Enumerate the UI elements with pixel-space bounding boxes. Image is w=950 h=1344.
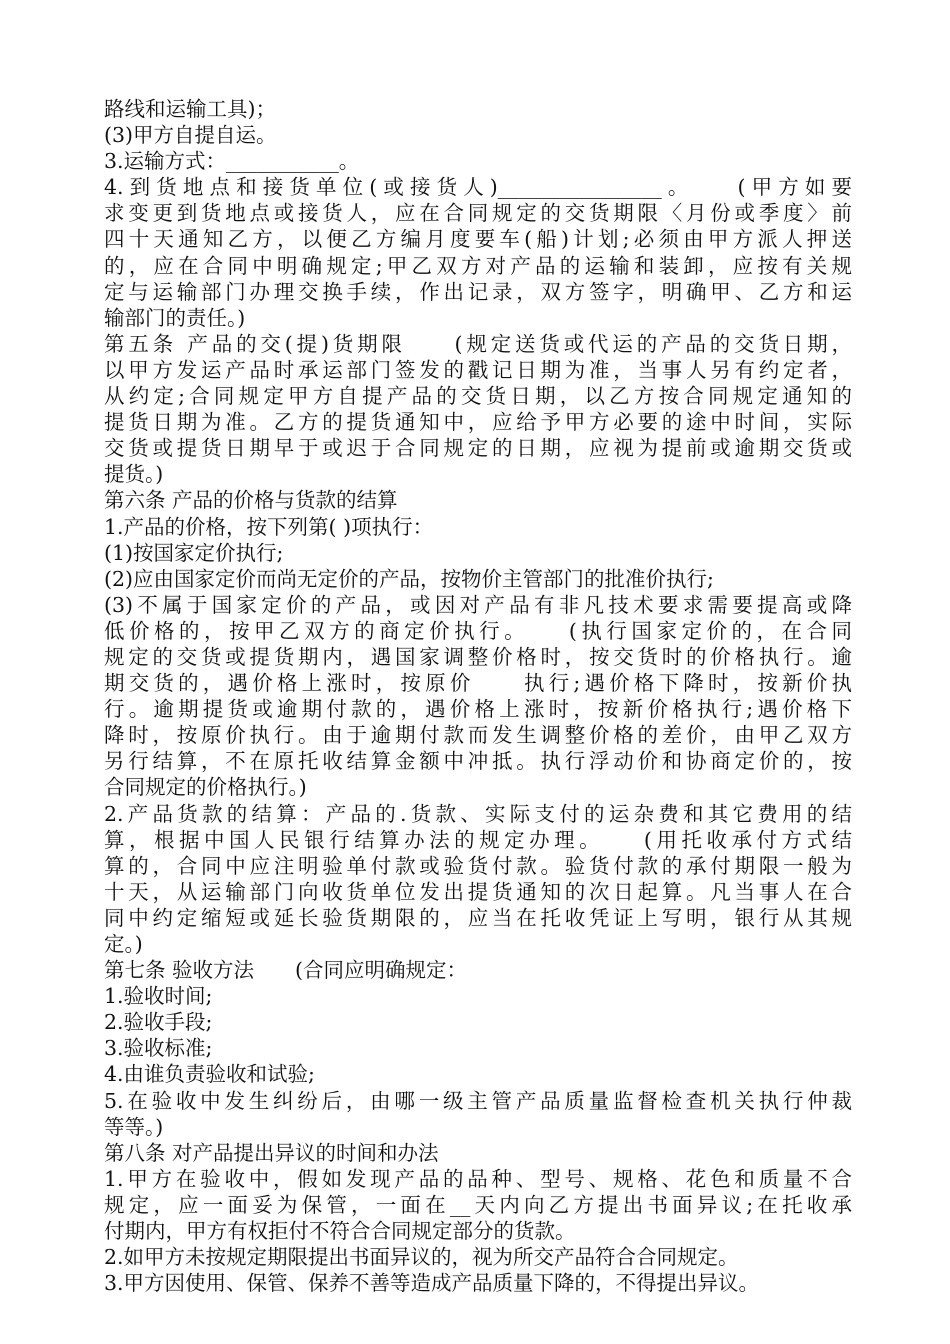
text-line: 期交货的，遇价格上涨时，按原价 执行;遇价格下降时，按新价执 xyxy=(104,671,852,696)
text-line: 提货日期为准。乙方的提货通知中，应给予甲方必要的途中时间，实际 xyxy=(104,410,852,435)
document-body xyxy=(104,96,852,1296)
text-line: 2.产品货款的结算：产品的.货款、实际支付的运杂费和其它费用的结 xyxy=(104,801,852,826)
text-line: 第五条 产品的交(提)货期限 (规定送货或代运的产品的交货日期， xyxy=(104,331,852,356)
text-line: 低价格的，按甲乙双方的商定价执行。 (执行国家定价的，在合同 xyxy=(104,618,852,643)
text-line: 输部门的责任。) xyxy=(104,305,246,330)
text-line: (3)不属于国家定价的产品，或因对产品有非凡技术要求需要提高或降 xyxy=(104,592,852,617)
text-line: 算的，合同中应注明验单付款或验货付款。验货付款的承付期限一般为 xyxy=(104,853,852,878)
text-line: 第六条 产品的价格与货款的结算 xyxy=(104,488,398,513)
text-line: 1.产品的价格，按下列第( )项执行： xyxy=(104,514,434,539)
text-line: 定。) xyxy=(104,932,143,956)
text-line: 规定，应一面妥为保管，一面在__天内向乙方提出书面异议;在托收承 xyxy=(104,1192,852,1217)
text-line: 合同规定的价格执行。) xyxy=(104,775,307,800)
text-line: 路线和运输工具)； xyxy=(104,97,276,121)
text-line: 1.验收时间; xyxy=(104,984,213,1009)
text-line: 求变更到货地点或接货人，应在合同规定的交货期限〈月份或季度〉前 xyxy=(104,201,852,226)
text-line: 行。逾期提货或逾期付款的，遇价格上涨时，按新价格执行;遇价格下 xyxy=(104,697,852,722)
text-line: 十天，从运输部门向收货单位发出提货通知的次日起算。凡当事人在合 xyxy=(104,879,852,904)
text-line: 5.在验收中发生纠纷后，由哪一级主管产品质量监督检查机关执行仲裁 xyxy=(104,1088,852,1113)
text-line: 定与运输部门办理交换手续，作出记录，双方签字，明确甲、乙方和运 xyxy=(104,279,852,304)
text-line: 四十天通知乙方，以便乙方编月度要车(船)计划;必须由甲方派人押送 xyxy=(104,227,852,252)
text-line: 4.由谁负责验收和试验; xyxy=(104,1062,315,1087)
text-line: 4.到货地点和接货单位(或接货人)________________。 (甲方如要 xyxy=(104,175,852,200)
text-line: 同中约定缩短或延长验货期限的，应当在托收凭证上写明，银行从其规 xyxy=(104,905,852,930)
text-line: 降时，按原价执行。由于逾期付款而发生调整价格的差价，由甲乙双方 xyxy=(104,723,852,748)
text-line: 2.如甲方未按规定期限提出书面异议的，视为所交产品符合合同规定。 xyxy=(104,1245,739,1270)
text-line: 从约定;合同规定甲方自提产品的交货日期，以乙方按合同规定通知的 xyxy=(104,384,852,409)
text-line: 另行结算，不在原托收结算金额中冲抵。执行浮动价和协商定价的，按 xyxy=(104,749,852,774)
text-line: 提货。) xyxy=(104,462,164,487)
text-line: 1.甲方在验收中，假如发现产品的品种、型号、规格、花色和质量不合 xyxy=(104,1166,852,1191)
text-line: (3)甲方自提自运。 xyxy=(104,123,277,148)
text-line: 以甲方发运产品时承运部门签发的戳记日期为准，当事人另有约定者， xyxy=(104,357,852,382)
text-line: 3.甲方因使用、保管、保养不善等造成产品质量下降的，不得提出异议。 xyxy=(104,1271,760,1296)
text-line: 算，根据中国人民银行结算办法的规定办理。 (用托收承付方式结 xyxy=(104,827,852,852)
text-line: 的，应在合同中明确规定;甲乙双方对产品的运输和装卸，应按有关规 xyxy=(104,253,852,278)
text-line: (2)应由国家定价而尚无定价的产品，按物价主管部门的批准价执行; xyxy=(104,566,714,591)
text-line: 2.验收手段; xyxy=(104,1010,213,1035)
text-line: (1)按国家定价执行; xyxy=(104,540,284,565)
text-line: 等等。) xyxy=(104,1114,164,1139)
text-line: 第七条 验收方法 (合同应明确规定： xyxy=(104,958,468,983)
text-line: 3.运输方式：___________。 xyxy=(104,149,360,174)
text-line: 3.验收标准; xyxy=(104,1036,213,1061)
text-line: 第八条 对产品提出异议的时间和办法 xyxy=(104,1140,439,1165)
text-line: 规定的交货或提货期内，遇国家调整价格时，按交货时的价格执行。逾 xyxy=(104,644,852,669)
text-line: 付期内，甲方有权拒付不符合合同规定部分的货款。 xyxy=(104,1219,576,1244)
text-line: 交货或提货日期早于或迟于合同规定的日期，应视为提前或逾期交货或 xyxy=(104,436,852,461)
